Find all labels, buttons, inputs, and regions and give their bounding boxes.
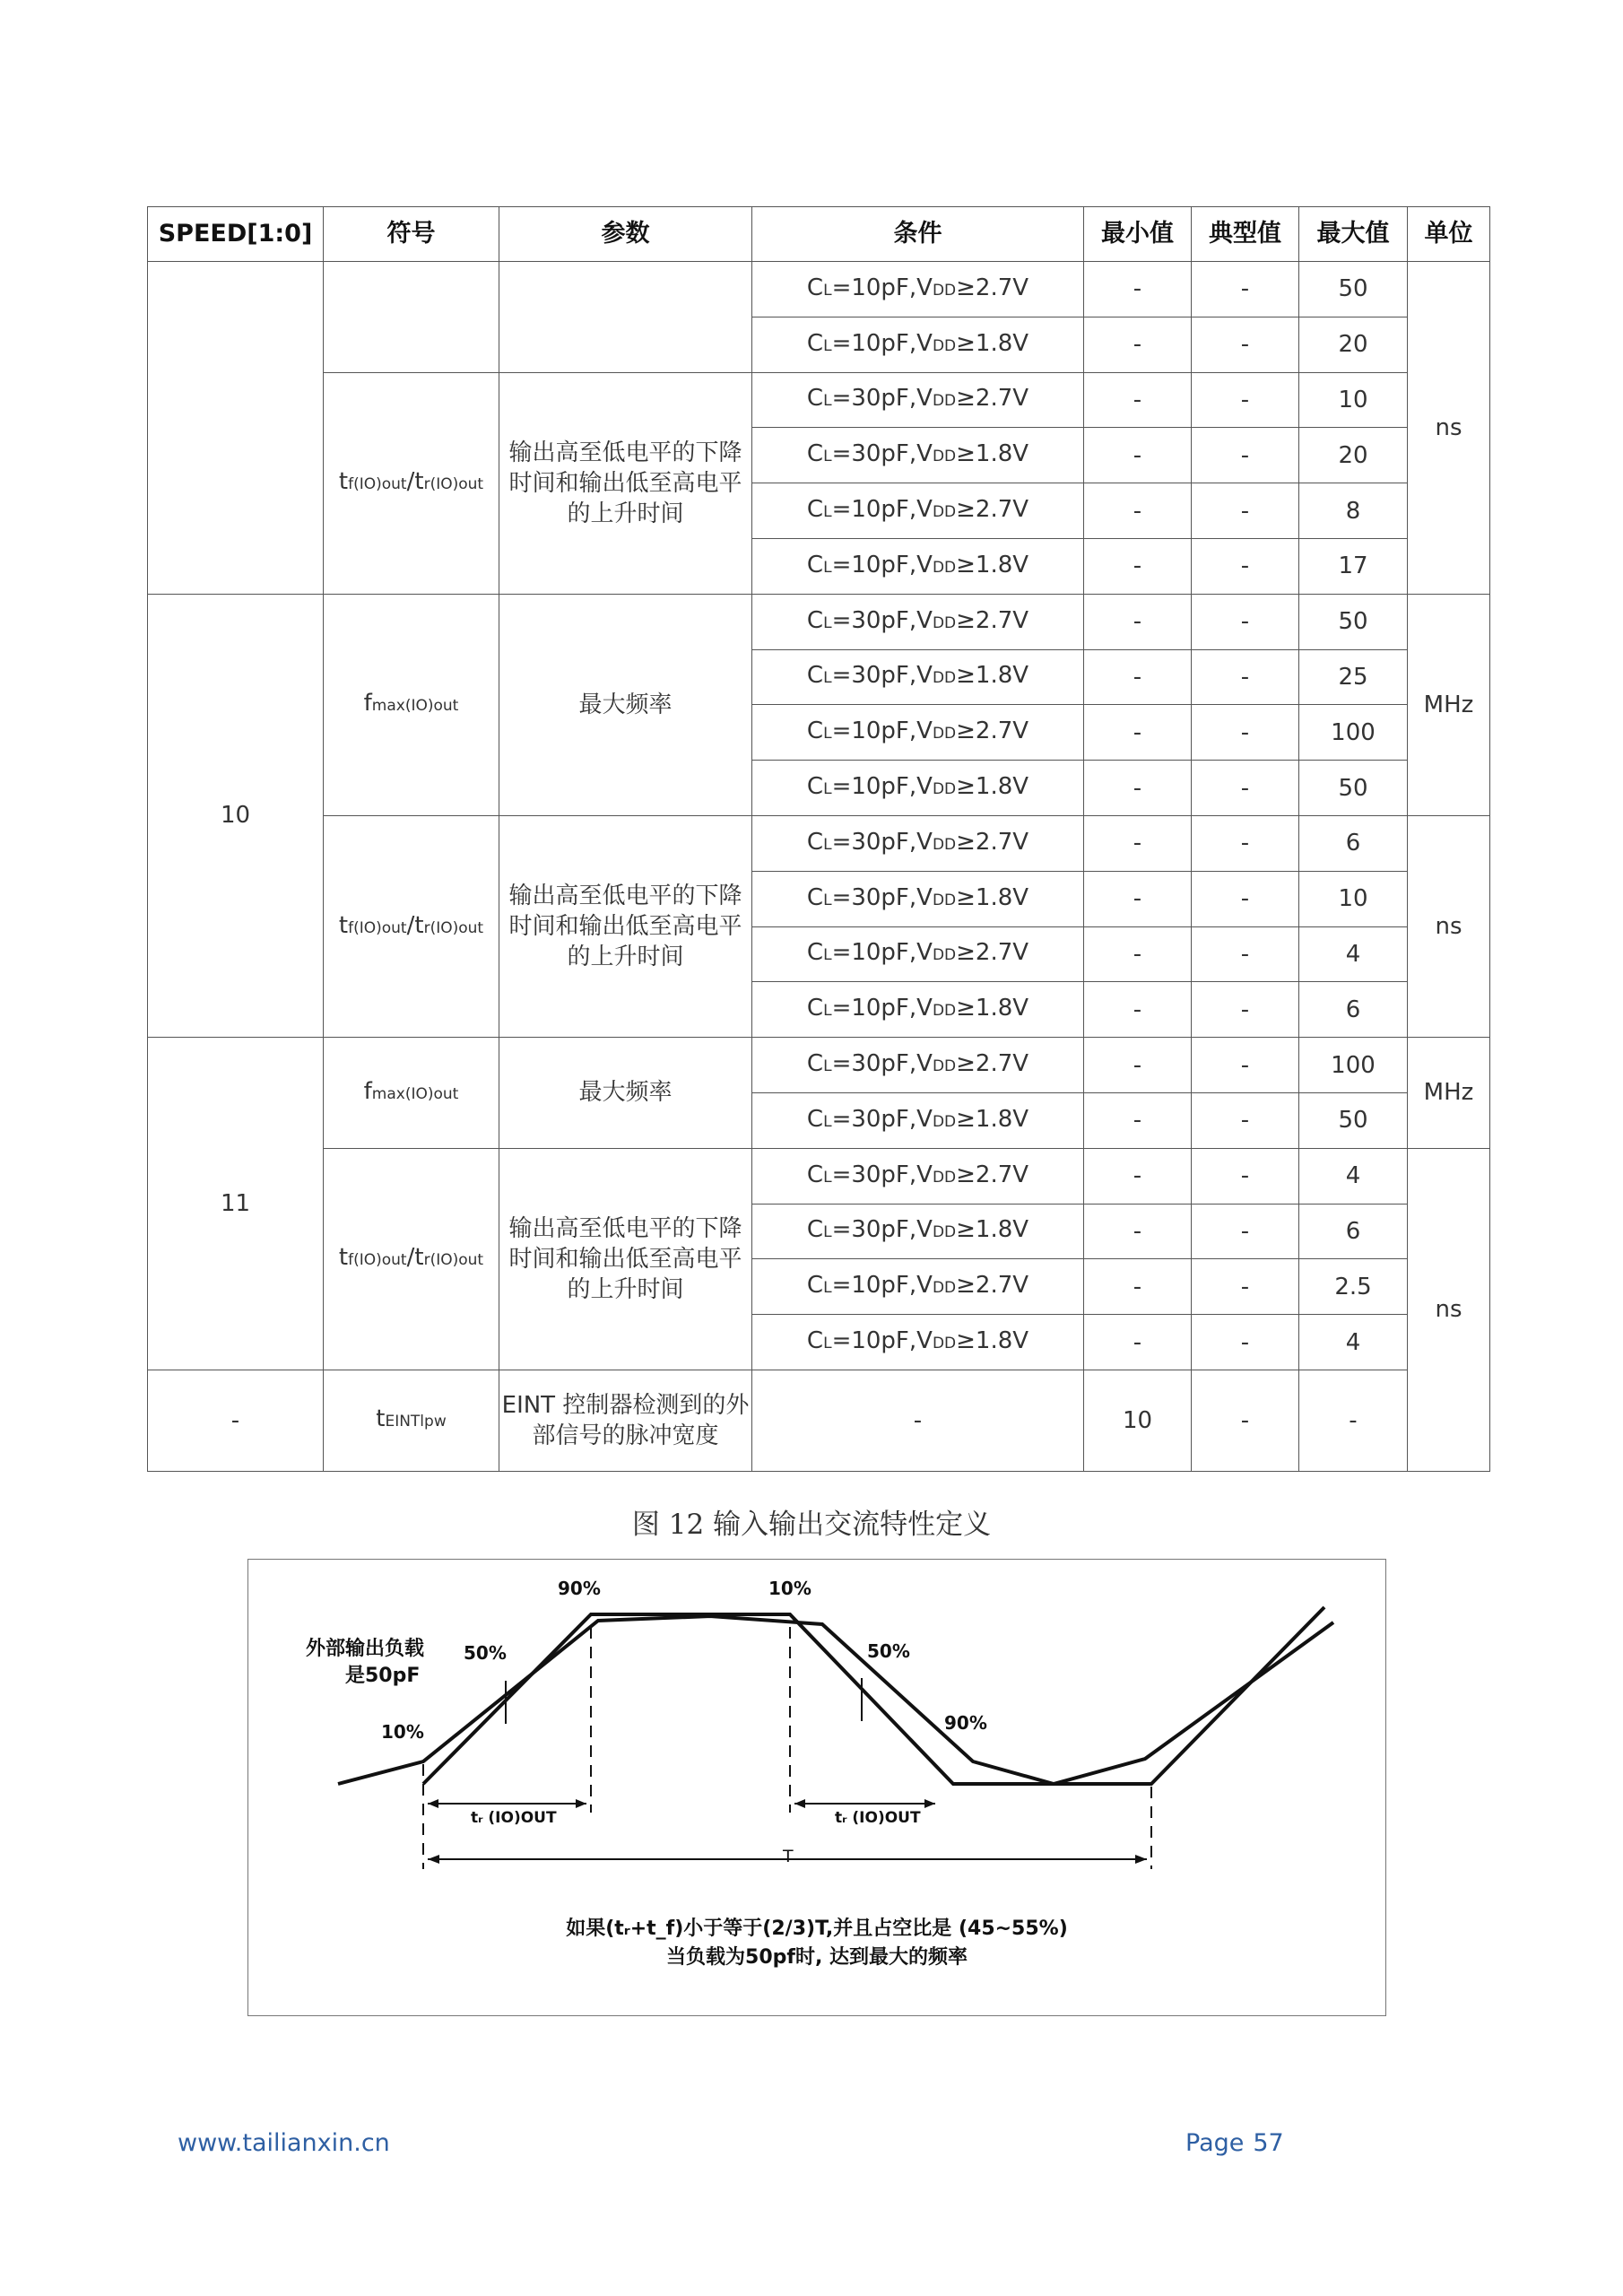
max-cell: 50	[1299, 262, 1408, 317]
speed-cell-11: 11	[148, 1038, 324, 1370]
typ-cell: -	[1192, 761, 1299, 816]
arrowhead	[924, 1799, 935, 1808]
min-cell: -	[1084, 1148, 1192, 1204]
max-cell: 10	[1299, 372, 1408, 428]
label-load-line1: 外部输出负载	[306, 1638, 425, 1660]
max-cell: -	[1299, 1370, 1408, 1471]
arrowhead	[428, 1799, 438, 1808]
arrowhead	[1135, 1855, 1147, 1864]
footer-url-link[interactable]: www.tailianxin.cn	[178, 2129, 390, 2157]
typ-cell: -	[1192, 1092, 1299, 1148]
condition-cell: CL=10pF,VDD≥2.7V	[752, 1259, 1084, 1315]
spec-table	[147, 206, 1490, 1472]
symbol-cell: tf(IO)out/tr(IO)out	[324, 372, 499, 594]
table-row	[148, 372, 1490, 428]
typ-cell: -	[1192, 262, 1299, 317]
min-cell: -	[1084, 262, 1192, 317]
param-cell: EINT 控制器检测到的外部信号的脉冲宽度	[499, 1370, 752, 1471]
unit-cell-mhz: MHz	[1408, 1038, 1490, 1149]
param-cell: 输出高至低电平的下降时间和输出低至高电平的上升时间	[499, 372, 752, 594]
condition-cell: CL=30pF,VDD≥1.8V	[752, 1204, 1084, 1259]
figure-caption: 图 12 输入输出交流特性定义	[631, 1509, 992, 1541]
min-cell: -	[1084, 483, 1192, 539]
label-tr-right: tᵣ (IO)OUT	[835, 1809, 921, 1827]
timing-diagram	[247, 1559, 1386, 2016]
condition-cell: CL=30pF,VDD≥2.7V	[752, 815, 1084, 871]
unit-cell-mhz: MHz	[1408, 594, 1490, 815]
max-cell: 8	[1299, 483, 1408, 539]
unit-cell-ns: ns	[1408, 815, 1490, 1037]
symbol-cell: fmax(IO)out	[324, 1038, 499, 1149]
min-cell: 10	[1084, 1370, 1192, 1471]
label-10-left: 10%	[381, 1721, 424, 1743]
table-row	[148, 1148, 1490, 1204]
condition-cell: CL=10pF,VDD≥2.7V	[752, 705, 1084, 761]
typ-cell: -	[1192, 594, 1299, 649]
max-cell: 50	[1299, 761, 1408, 816]
header-speed: SPEED[1:0]	[148, 207, 324, 262]
label-50-left: 50%	[464, 1642, 507, 1664]
max-cell: 6	[1299, 815, 1408, 871]
label-period: T	[783, 1847, 794, 1866]
min-cell: -	[1084, 705, 1192, 761]
condition-cell: CL=10pF,VDD≥1.8V	[752, 982, 1084, 1038]
condition-cell: CL=30pF,VDD≥2.7V	[752, 372, 1084, 428]
table-row	[148, 594, 1490, 649]
typ-cell: -	[1192, 1259, 1299, 1315]
condition-cell: CL=10pF,VDD≥1.8V	[752, 1315, 1084, 1370]
max-cell: 25	[1299, 649, 1408, 705]
unit-cell-ns: ns	[1408, 1148, 1490, 1471]
unit-cell-ns: ns	[1408, 262, 1490, 595]
typ-cell: -	[1192, 372, 1299, 428]
param-cell: 最大频率	[499, 594, 752, 815]
max-cell: 4	[1299, 926, 1408, 982]
min-cell: -	[1084, 649, 1192, 705]
condition-cell: CL=30pF,VDD≥2.7V	[752, 594, 1084, 649]
typ-cell: -	[1192, 871, 1299, 926]
condition-cell: -	[752, 1370, 1084, 1471]
label-50-right: 50%	[867, 1640, 910, 1662]
typ-cell: -	[1192, 428, 1299, 483]
condition-cell: CL=10pF,VDD≥1.8V	[752, 538, 1084, 594]
max-cell: 17	[1299, 538, 1408, 594]
max-cell: 2.5	[1299, 1259, 1408, 1315]
typ-cell: -	[1192, 538, 1299, 594]
typ-cell: -	[1192, 649, 1299, 705]
max-cell: 4	[1299, 1315, 1408, 1370]
param-cell: 输出高至低电平的下降时间和输出低至高电平的上升时间	[499, 1148, 752, 1370]
arrowhead	[794, 1799, 805, 1808]
min-cell: -	[1084, 1315, 1192, 1370]
typ-cell: -	[1192, 815, 1299, 871]
max-cell: 20	[1299, 428, 1408, 483]
min-cell: -	[1084, 1092, 1192, 1148]
figure-note-line1: 如果(tᵣ+t_f)小于等于(2/3)T,并且占空比是 (45~55%)	[566, 1918, 1068, 1940]
condition-cell: CL=30pF,VDD≥2.7V	[752, 1038, 1084, 1093]
header-max: 最大值	[1299, 207, 1408, 262]
condition-cell: CL=10pF,VDD≥2.7V	[752, 483, 1084, 539]
min-cell: -	[1084, 871, 1192, 926]
min-cell: -	[1084, 926, 1192, 982]
header-unit: 单位	[1408, 207, 1490, 262]
header-param: 参数	[499, 207, 752, 262]
min-cell: -	[1084, 761, 1192, 816]
typ-cell: -	[1192, 1315, 1299, 1370]
max-cell: 50	[1299, 594, 1408, 649]
label-tr-left: tᵣ (IO)OUT	[471, 1809, 557, 1827]
typ-cell: -	[1192, 982, 1299, 1038]
table-row	[148, 1370, 1490, 1471]
symbol-cell: tf(IO)out/tr(IO)out	[324, 1148, 499, 1370]
param-cell: 最大频率	[499, 1038, 752, 1149]
typ-cell: -	[1192, 1204, 1299, 1259]
typ-cell: -	[1192, 1038, 1299, 1093]
min-cell: -	[1084, 1204, 1192, 1259]
condition-cell: CL=30pF,VDD≥1.8V	[752, 1092, 1084, 1148]
page-label: Page	[1185, 2129, 1245, 2157]
symbol-cell-empty	[324, 262, 499, 373]
arrowhead	[428, 1855, 439, 1864]
label-90-top: 90%	[558, 1578, 601, 1599]
max-cell: 100	[1299, 1038, 1408, 1093]
min-cell: -	[1084, 428, 1192, 483]
label-load-line2: 是50pF	[345, 1665, 421, 1687]
header-row	[148, 207, 1490, 262]
typ-cell: -	[1192, 705, 1299, 761]
param-cell: 输出高至低电平的下降时间和输出低至高电平的上升时间	[499, 815, 752, 1037]
symbol-cell: tf(IO)out/tr(IO)out	[324, 815, 499, 1037]
max-cell: 6	[1299, 982, 1408, 1038]
table-row	[148, 262, 1490, 317]
symbol-cell: tEINTlpw	[324, 1370, 499, 1471]
min-cell: -	[1084, 982, 1192, 1038]
speed-cell-01	[148, 262, 324, 595]
header-symbol: 符号	[324, 207, 499, 262]
min-cell: -	[1084, 317, 1192, 372]
min-cell: -	[1084, 538, 1192, 594]
param-cell-empty	[499, 262, 752, 373]
max-cell: 50	[1299, 1092, 1408, 1148]
max-cell: 4	[1299, 1148, 1408, 1204]
condition-cell: CL=30pF,VDD≥1.8V	[752, 871, 1084, 926]
typ-cell: -	[1192, 1148, 1299, 1204]
min-cell: -	[1084, 1038, 1192, 1093]
waveform-ideal	[423, 1607, 1324, 1784]
condition-cell: CL=30pF,VDD≥1.8V	[752, 428, 1084, 483]
max-cell: 20	[1299, 317, 1408, 372]
symbol-cell: fmax(IO)out	[324, 594, 499, 815]
min-cell: -	[1084, 594, 1192, 649]
condition-cell: CL=10pF,VDD≥1.8V	[752, 761, 1084, 816]
min-cell: -	[1084, 1259, 1192, 1315]
table-row	[148, 815, 1490, 871]
typ-cell: -	[1192, 317, 1299, 372]
table-row	[148, 1038, 1490, 1093]
figure-note-line2: 当负载为50pf时, 达到最大的频率	[666, 1946, 968, 1969]
header-typ: 典型值	[1192, 207, 1299, 262]
condition-cell: CL=30pF,VDD≥2.7V	[752, 1148, 1084, 1204]
footer-page-number	[1185, 2129, 1284, 2157]
condition-cell: CL=10pF,VDD≥2.7V	[752, 262, 1084, 317]
typ-cell: -	[1192, 926, 1299, 982]
typ-cell: -	[1192, 483, 1299, 539]
arrowhead	[576, 1799, 586, 1808]
min-cell: -	[1084, 815, 1192, 871]
max-cell: 10	[1299, 871, 1408, 926]
speed-cell-10: 10	[148, 594, 324, 1037]
max-cell: 6	[1299, 1204, 1408, 1259]
page-number: 57	[1253, 2129, 1284, 2157]
condition-cell: CL=10pF,VDD≥1.8V	[752, 317, 1084, 372]
typ-cell: -	[1192, 1370, 1299, 1471]
max-cell: 100	[1299, 705, 1408, 761]
speed-cell-dash: -	[148, 1370, 324, 1471]
header-min: 最小值	[1084, 207, 1192, 262]
label-90-right: 90%	[944, 1712, 987, 1734]
condition-cell: CL=10pF,VDD≥2.7V	[752, 926, 1084, 982]
label-10-top: 10%	[768, 1578, 812, 1599]
min-cell: -	[1084, 372, 1192, 428]
header-condition: 条件	[752, 207, 1084, 262]
condition-cell: CL=30pF,VDD≥1.8V	[752, 649, 1084, 705]
